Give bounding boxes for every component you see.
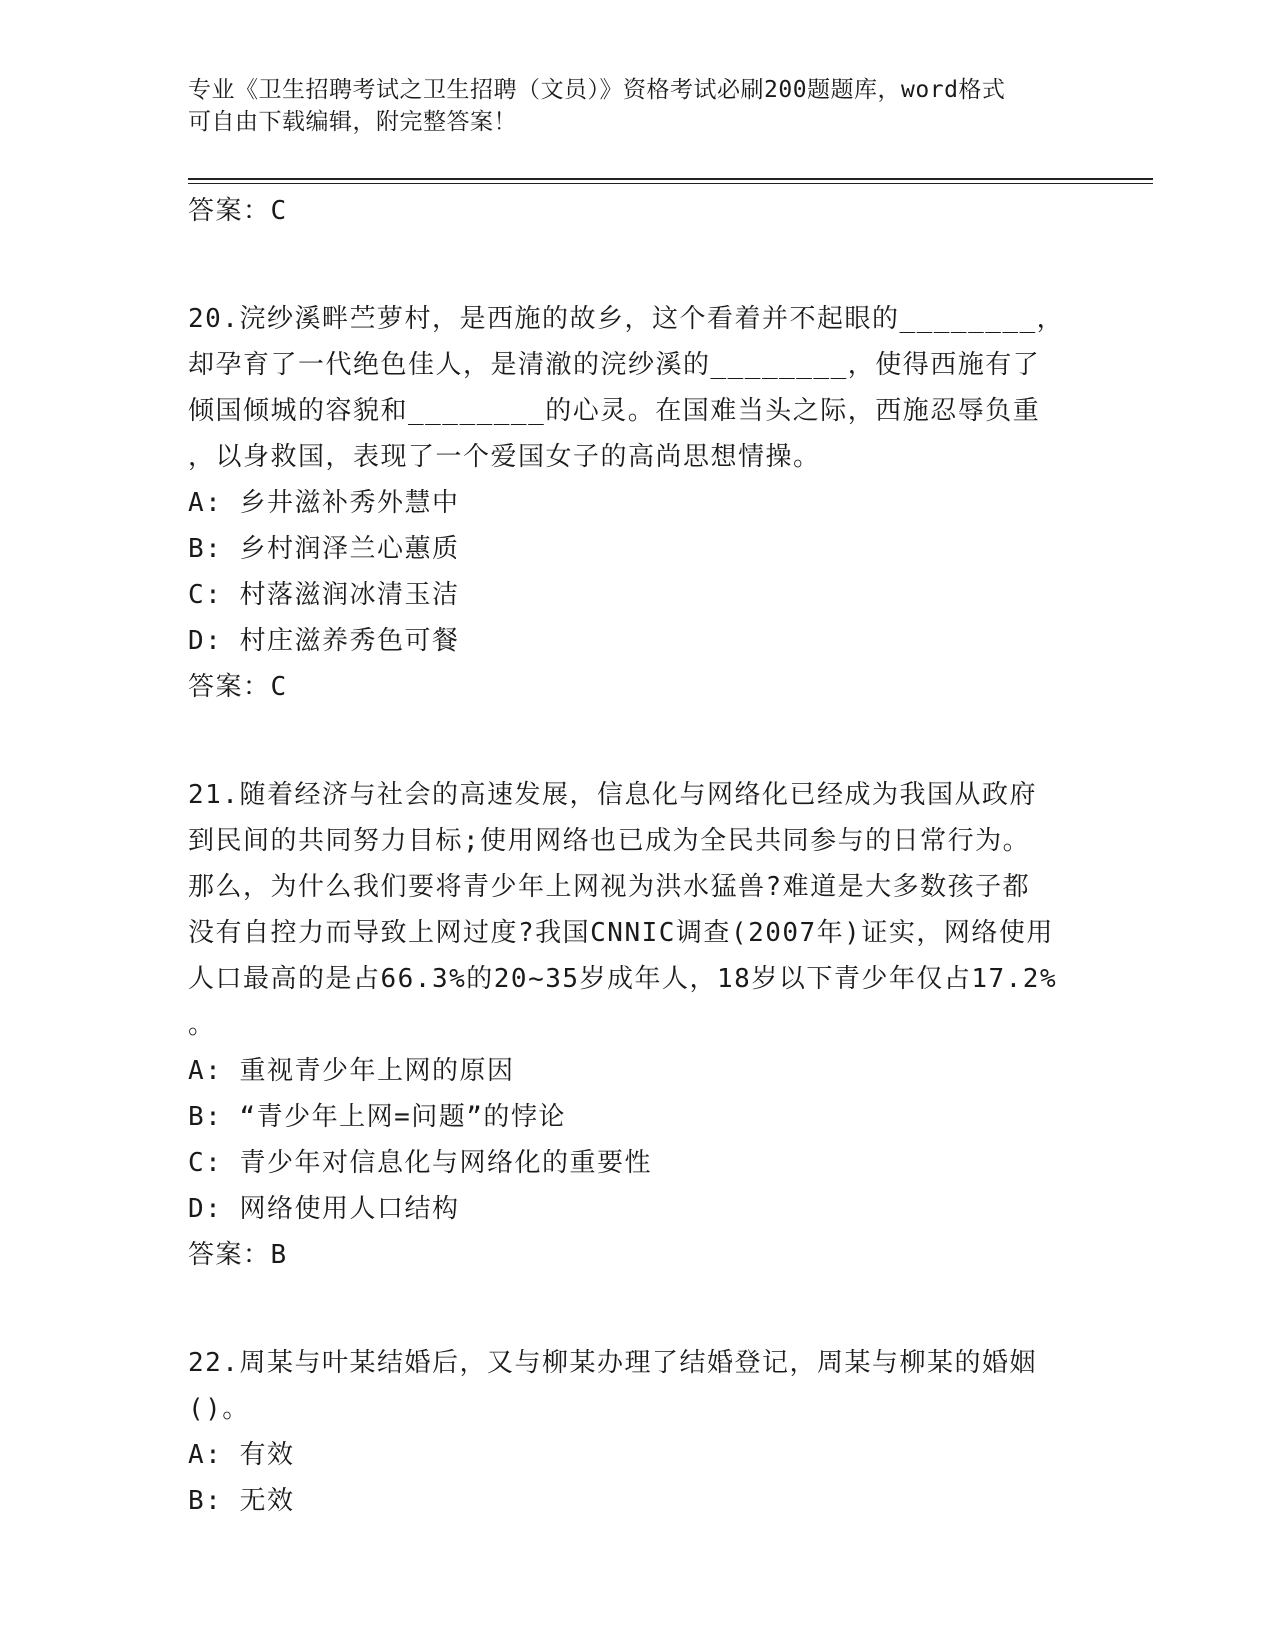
- option-b: B: 乡村润泽兰心蕙质: [188, 534, 460, 564]
- spacer: [188, 234, 1088, 296]
- page-header: [188, 74, 1068, 138]
- spacer: [188, 710, 1088, 772]
- option-c: C: 青少年对信息化与网络化的重要性: [188, 1148, 652, 1178]
- question-line: 没有自控力而导致上网过度?我国CNNIC调查(2007年)证实，网络使用: [188, 918, 1054, 948]
- question-line: 那么，为什么我们要将青少年上网视为洪水猛兽?难道是大多数孩子都: [188, 872, 1031, 902]
- header-rule-thick: [188, 178, 1153, 180]
- option-d: D: 网络使用人口结构: [188, 1194, 460, 1224]
- question-22: [188, 1340, 1088, 1524]
- question-line: 人口最高的是占66.3%的20~35岁成年人，18岁以下青少年仅占17.2%: [188, 964, 1058, 994]
- option-d: D: 村庄滋养秀色可餐: [188, 626, 460, 656]
- option-b: B: 无效: [188, 1486, 295, 1516]
- question-20: [188, 296, 1088, 710]
- option-a: A: 乡井滋补秀外慧中: [188, 488, 460, 518]
- spacer: [188, 1278, 1088, 1340]
- header-line-2: 可自由下载编辑，附完整答案！: [188, 109, 517, 135]
- header-line-1: 专业《卫生招聘考试之卫生招聘（文员）》资格考试必刷200题题库，word格式: [188, 77, 1006, 103]
- option-a: A: 有效: [188, 1440, 295, 1470]
- option-b: B: “青少年上网=问题”的悖论: [188, 1102, 566, 1132]
- option-a: A: 重视青少年上网的原因: [188, 1056, 515, 1086]
- question-line: 。: [188, 1010, 216, 1040]
- question-21: [188, 772, 1088, 1278]
- question-line: 却孕育了一代绝色佳人，是清澈的浣纱溪的________，使得西施有了: [188, 350, 1041, 380]
- question-line: 21.随着经济与社会的高速发展，信息化与网络化已经成为我国从政府: [188, 780, 1037, 810]
- question-line: 20.浣纱溪畔苎萝村，是西施的故乡，这个看着并不起眼的________，: [188, 304, 1065, 334]
- question-line: 22.周某与叶某结婚后，又与柳某办理了结婚登记，周某与柳某的婚姻: [188, 1348, 1037, 1378]
- question-line: 到民间的共同努力目标;使用网络也已成为全民共同参与的日常行为。: [188, 826, 1031, 856]
- previous-answer: 答案：C: [188, 196, 288, 226]
- question-line: ，以身救国，表现了一个爱国女子的高尚思想情操。: [188, 442, 821, 472]
- answer: 答案：B: [188, 1240, 288, 1270]
- question-line: 倾国倾城的容貌和________的心灵。在国难当头之际，西施忍辱负重: [188, 396, 1041, 426]
- option-c: C: 村落滋润冰清玉洁: [188, 580, 460, 610]
- header-rule-thin: [188, 183, 1153, 184]
- answer: 答案：C: [188, 672, 288, 702]
- question-line: ()。: [188, 1394, 250, 1424]
- question-list: [188, 188, 1088, 1524]
